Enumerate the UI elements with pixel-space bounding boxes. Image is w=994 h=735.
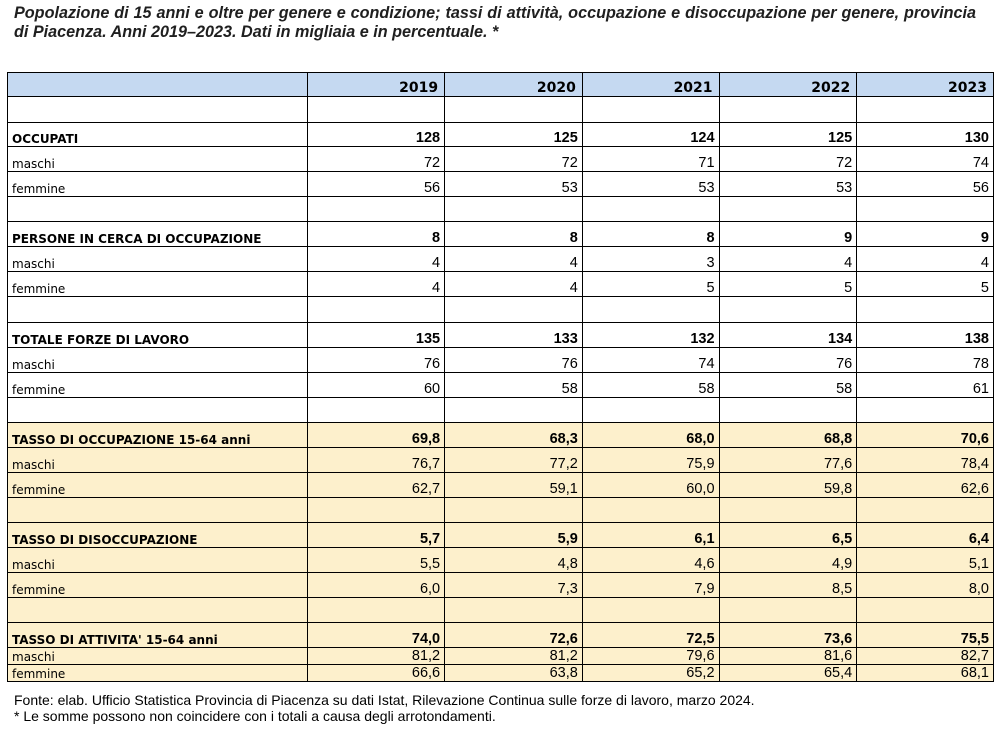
value-cell: 59,1 — [445, 473, 583, 498]
value-cell: 76 — [308, 348, 445, 373]
value-cell: 4 — [445, 272, 583, 297]
section-total-row — [8, 423, 994, 448]
gender-row — [8, 247, 994, 272]
row-label: femmine — [8, 665, 308, 682]
section-total-row — [8, 623, 994, 648]
row-label: femmine — [8, 272, 308, 297]
empty-cell — [308, 398, 445, 423]
empty-cell — [445, 297, 583, 323]
spacer-row — [8, 197, 994, 222]
value-cell: 77,6 — [719, 448, 857, 473]
value-cell: 5,9 — [445, 523, 583, 548]
empty-cell — [308, 498, 445, 523]
empty-cell — [8, 498, 308, 523]
year-header: 2021 — [582, 73, 719, 97]
year-header: 2023 — [857, 73, 994, 97]
value-cell: 58 — [445, 373, 583, 398]
value-cell: 7,9 — [582, 573, 719, 598]
value-cell: 60 — [308, 373, 445, 398]
value-cell: 63,8 — [445, 665, 583, 682]
value-cell: 132 — [582, 323, 719, 348]
value-cell: 5 — [582, 272, 719, 297]
empty-cell — [857, 297, 994, 323]
value-cell: 130 — [857, 123, 994, 147]
value-cell: 72,6 — [445, 623, 583, 648]
empty-cell — [719, 297, 857, 323]
empty-cell — [719, 498, 857, 523]
empty-cell — [308, 197, 445, 222]
value-cell: 138 — [857, 323, 994, 348]
value-cell: 5 — [719, 272, 857, 297]
value-cell: 72 — [719, 147, 857, 172]
value-cell: 81,6 — [719, 648, 857, 665]
value-cell: 78,4 — [857, 448, 994, 473]
row-label: femmine — [8, 473, 308, 498]
value-cell: 8,0 — [857, 573, 994, 598]
row-label: maschi — [8, 348, 308, 373]
empty-cell — [719, 598, 857, 623]
gender-row — [8, 648, 994, 665]
row-label: maschi — [8, 147, 308, 172]
value-cell: 61 — [857, 373, 994, 398]
value-cell: 72,5 — [582, 623, 719, 648]
spacer-row — [8, 598, 994, 623]
value-cell: 75,9 — [582, 448, 719, 473]
empty-cell — [8, 398, 308, 423]
value-cell: 81,2 — [445, 648, 583, 665]
empty-cell — [582, 598, 719, 623]
empty-cell — [308, 97, 445, 123]
corner-cell — [8, 73, 308, 97]
value-cell: 6,1 — [582, 523, 719, 548]
value-cell: 7,3 — [445, 573, 583, 598]
row-label: OCCUPATI — [8, 123, 308, 147]
value-cell: 4,8 — [445, 548, 583, 573]
empty-cell — [857, 398, 994, 423]
value-cell: 60,0 — [582, 473, 719, 498]
value-cell: 4 — [857, 247, 994, 272]
value-cell: 4 — [719, 247, 857, 272]
table-title: Popolazione di 15 anni e oltre per genere e condizione; tassi di attività, occupazione e disoccupazione per genere, provincia di Piacenza. Anni 2019–2023. Dati in migliaia e in percentuale. * — [14, 4, 976, 41]
value-cell: 5,1 — [857, 548, 994, 573]
value-cell: 66,6 — [308, 665, 445, 682]
spacer-row — [8, 97, 994, 123]
value-cell: 82,7 — [857, 648, 994, 665]
section-total-row — [8, 323, 994, 348]
empty-cell — [719, 97, 857, 123]
empty-cell — [445, 498, 583, 523]
empty-cell — [857, 97, 994, 123]
section-total-row — [8, 222, 994, 247]
empty-cell — [582, 498, 719, 523]
labour-force-table — [7, 72, 994, 682]
value-cell: 58 — [719, 373, 857, 398]
footnotes — [14, 692, 755, 724]
empty-cell — [719, 398, 857, 423]
empty-cell — [445, 398, 583, 423]
value-cell: 3 — [582, 247, 719, 272]
row-label: TASSO DI ATTIVITA' 15-64 anni — [8, 623, 308, 648]
empty-cell — [445, 197, 583, 222]
row-label: femmine — [8, 172, 308, 197]
value-cell: 76 — [445, 348, 583, 373]
row-label: TASSO DI OCCUPAZIONE 15-64 anni — [8, 423, 308, 448]
header-row — [8, 73, 994, 97]
empty-cell — [857, 498, 994, 523]
row-label: femmine — [8, 573, 308, 598]
value-cell: 74 — [857, 147, 994, 172]
value-cell: 4 — [445, 247, 583, 272]
row-label: maschi — [8, 648, 308, 665]
value-cell: 62,7 — [308, 473, 445, 498]
value-cell: 76,7 — [308, 448, 445, 473]
empty-cell — [582, 197, 719, 222]
empty-cell — [582, 97, 719, 123]
empty-cell — [582, 398, 719, 423]
value-cell: 6,4 — [857, 523, 994, 548]
gender-row — [8, 665, 994, 682]
empty-cell — [308, 598, 445, 623]
value-cell: 65,2 — [582, 665, 719, 682]
value-cell: 56 — [308, 172, 445, 197]
table-body — [8, 97, 994, 682]
gender-row — [8, 448, 994, 473]
value-cell: 62,6 — [857, 473, 994, 498]
rounding-note: * Le somme possono non coincidere con i totali a causa degli arrotondamenti. — [14, 708, 496, 724]
value-cell: 59,8 — [719, 473, 857, 498]
empty-cell — [8, 598, 308, 623]
year-header: 2020 — [445, 73, 583, 97]
gender-row — [8, 272, 994, 297]
gender-row — [8, 373, 994, 398]
value-cell: 4 — [308, 272, 445, 297]
value-cell: 5,7 — [308, 523, 445, 548]
value-cell: 71 — [582, 147, 719, 172]
gender-row — [8, 147, 994, 172]
empty-cell — [8, 297, 308, 323]
gender-row — [8, 348, 994, 373]
value-cell: 79,6 — [582, 648, 719, 665]
value-cell: 68,0 — [582, 423, 719, 448]
empty-cell — [445, 598, 583, 623]
value-cell: 8 — [582, 222, 719, 247]
value-cell: 8 — [445, 222, 583, 247]
value-cell: 77,2 — [445, 448, 583, 473]
value-cell: 70,6 — [857, 423, 994, 448]
value-cell: 68,8 — [719, 423, 857, 448]
value-cell: 72 — [308, 147, 445, 172]
value-cell: 5,5 — [308, 548, 445, 573]
value-cell: 76 — [719, 348, 857, 373]
spacer-row — [8, 498, 994, 523]
value-cell: 9 — [719, 222, 857, 247]
value-cell: 125 — [445, 123, 583, 147]
year-header: 2019 — [308, 73, 445, 97]
value-cell: 69,8 — [308, 423, 445, 448]
row-label: TASSO DI DISOCCUPAZIONE — [8, 523, 308, 548]
section-total-row — [8, 523, 994, 548]
value-cell: 5 — [857, 272, 994, 297]
empty-cell — [8, 97, 308, 123]
value-cell: 8 — [308, 222, 445, 247]
value-cell: 56 — [857, 172, 994, 197]
value-cell: 74 — [582, 348, 719, 373]
value-cell: 124 — [582, 123, 719, 147]
empty-cell — [857, 598, 994, 623]
row-label: femmine — [8, 373, 308, 398]
empty-cell — [719, 197, 857, 222]
gender-row — [8, 473, 994, 498]
value-cell: 65,4 — [719, 665, 857, 682]
value-cell: 53 — [582, 172, 719, 197]
value-cell: 58 — [582, 373, 719, 398]
value-cell: 6,5 — [719, 523, 857, 548]
value-cell: 4,9 — [719, 548, 857, 573]
empty-cell — [582, 297, 719, 323]
value-cell: 8,5 — [719, 573, 857, 598]
value-cell: 53 — [719, 172, 857, 197]
row-label: maschi — [8, 548, 308, 573]
value-cell: 134 — [719, 323, 857, 348]
value-cell: 53 — [445, 172, 583, 197]
spacer-row — [8, 398, 994, 423]
value-cell: 74,0 — [308, 623, 445, 648]
value-cell: 72 — [445, 147, 583, 172]
value-cell: 4,6 — [582, 548, 719, 573]
value-cell: 4 — [308, 247, 445, 272]
section-total-row — [8, 123, 994, 147]
gender-row — [8, 172, 994, 197]
value-cell: 6,0 — [308, 573, 445, 598]
value-cell: 125 — [719, 123, 857, 147]
value-cell: 128 — [308, 123, 445, 147]
value-cell: 133 — [445, 323, 583, 348]
gender-row — [8, 548, 994, 573]
row-label: PERSONE IN CERCA DI OCCUPAZIONE — [8, 222, 308, 247]
value-cell: 78 — [857, 348, 994, 373]
value-cell: 135 — [308, 323, 445, 348]
value-cell: 68,3 — [445, 423, 583, 448]
row-label: TOTALE FORZE DI LAVORO — [8, 323, 308, 348]
empty-cell — [8, 197, 308, 222]
row-label: maschi — [8, 247, 308, 272]
gender-row — [8, 573, 994, 598]
empty-cell — [445, 97, 583, 123]
empty-cell — [857, 197, 994, 222]
value-cell: 73,6 — [719, 623, 857, 648]
spacer-row — [8, 297, 994, 323]
value-cell: 75,5 — [857, 623, 994, 648]
row-label: maschi — [8, 448, 308, 473]
value-cell: 68,1 — [857, 665, 994, 682]
year-header: 2022 — [719, 73, 857, 97]
empty-cell — [308, 297, 445, 323]
value-cell: 9 — [857, 222, 994, 247]
source-note: Fonte: elab. Ufficio Statistica Provincia di Piacenza su dati Istat, Rilevazione Continua sulle forze di lavoro, marzo 2024. — [14, 692, 755, 708]
value-cell: 81,2 — [308, 648, 445, 665]
